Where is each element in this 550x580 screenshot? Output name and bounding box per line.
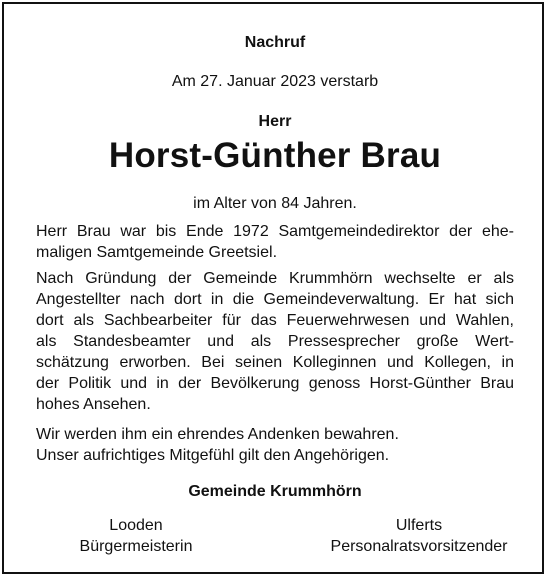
paragraph-line: der Politik und in der Bevölkerung genoss Horst-Günther Brau (36, 375, 514, 392)
notice-heading: Nachruf (244, 34, 306, 51)
paragraph-line: hohes Ansehen. (36, 396, 151, 413)
signatory-left (36, 515, 236, 557)
paragraph-line: Wir werden ihm ein ehrendes Andenken bewahren. (36, 426, 399, 443)
paragraph-line: maligen Samtgemeinde Greetsiel. (36, 244, 278, 261)
paragraph-line: als Standesbeamter und als Pressesprecher große Wert- (36, 333, 514, 350)
signatory-right (304, 515, 534, 557)
age-line: im Alter von 84 Jahren. (193, 195, 357, 212)
signatory-title: Personalratsvorsitzender (330, 538, 508, 555)
paragraph-line: schätzung erworben. Bei seinen Kolleginnen und Kollegen, in (36, 354, 514, 371)
deceased-name: Horst-Günther Brau (108, 136, 442, 175)
paragraph-line: Herr Brau war bis Ende 1972 Samtgemeindedirektor der ehe- (36, 223, 514, 240)
paragraph-career (36, 221, 514, 263)
salutation: Herr (258, 113, 292, 130)
paragraph-condolence (36, 424, 514, 466)
paragraph-line: dort als Sachbearbeiter für das Feuerwehrwesen und Wahlen, (36, 312, 514, 329)
paragraph-line: Nach Gründung der Gemeinde Krummhörn wechselte er als (36, 270, 514, 287)
signatory-name: Ulferts (395, 517, 443, 534)
paragraph-line: Angestellter nach dort in die Gemeindeverwaltung. Er hat sich (36, 291, 514, 308)
organization-name: Gemeinde Krummhörn (188, 483, 362, 500)
signatory-title: Bürgermeisterin (79, 538, 193, 555)
death-date-line: Am 27. Januar 2023 verstarb (171, 73, 379, 90)
signatory-name: Looden (109, 517, 163, 534)
paragraph-service (36, 268, 514, 415)
paragraph-line: Unser aufrichtiges Mitgefühl gilt den Angehörigen. (36, 447, 390, 464)
